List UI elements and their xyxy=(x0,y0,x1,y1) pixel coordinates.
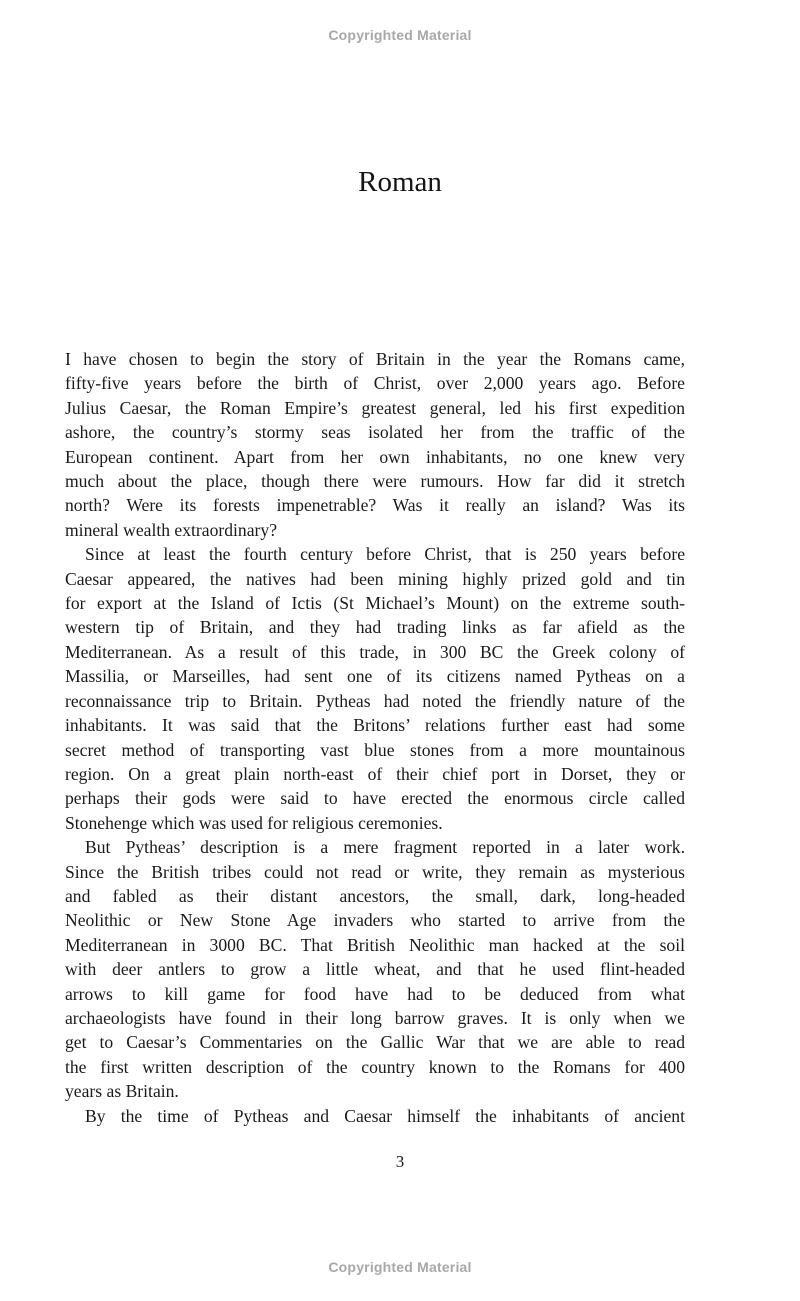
text-line: archaeologists have found in their long barrow graves. It is only when we xyxy=(65,1007,685,1028)
page-number: 3 xyxy=(395,1152,405,1171)
text-line: get to Caesar’s Commentaries on the Gallic War that we are able to read xyxy=(65,1032,685,1053)
text-line: for export at the Island of Ictis (St Michael’s Mount) on the extreme south- xyxy=(65,593,685,614)
copyright-watermark-bottom: Copyrighted Material xyxy=(328,1259,472,1275)
text-line: Massilia, or Marseilles, had sent one of its citizens named Pytheas on a xyxy=(65,666,685,687)
text-line: mineral wealth extraordinary? xyxy=(65,519,278,540)
paragraph-2 xyxy=(65,542,685,835)
text-line: ashore, the country’s stormy seas isolated her from the traffic of the xyxy=(65,422,685,443)
text-line: the first written description of the country known to the Romans for 400 xyxy=(65,1056,685,1077)
text-line: much about the place, though there were rumours. How far did it stretch xyxy=(65,471,685,492)
copyright-watermark-top: Copyrighted Material xyxy=(328,27,472,43)
text-line: inhabitants. It was said that the Britons’ relations further east had some xyxy=(65,715,685,736)
text-line: Mediterranean. As a result of this trade, in 300 BC the Greek colony of xyxy=(65,641,685,662)
text-line: region. On a great plain north-east of their chief port in Dorset, they or xyxy=(65,763,685,784)
text-line: and fabled as their distant ancestors, the small, dark, long-headed xyxy=(65,885,685,906)
text-line: perhaps their gods were said to have erected the enormous circle called xyxy=(65,788,685,809)
paragraph-4 xyxy=(65,1104,685,1128)
paragraph-1 xyxy=(65,347,685,542)
text-line: European continent. Apart from her own inhabitants, no one knew very xyxy=(65,446,685,467)
text-line: reconnaissance trip to Britain. Pytheas had noted the friendly nature of the xyxy=(65,690,685,711)
text-line: fifty-five years before the birth of Christ, over 2,000 years ago. Before xyxy=(65,373,685,394)
text-line: Since at least the fourth century before Christ, that is 250 years before xyxy=(85,544,685,565)
text-line: Mediterranean in 3000 BC. That British Neolithic man hacked at the soil xyxy=(65,934,685,955)
text-line: Neolithic or New Stone Age invaders who started to arrive from the xyxy=(65,910,685,931)
chapter-title: Roman xyxy=(358,166,442,198)
text-line: Julius Caesar, the Roman Empire’s greatest general, led his first expedition xyxy=(65,397,685,418)
text-line: years as Britain. xyxy=(65,1081,179,1102)
text-line: Stonehenge which was used for religious ceremonies. xyxy=(65,812,443,833)
text-line: Since the British tribes could not read or write, they remain as mysterious xyxy=(65,861,685,882)
text-line: I have chosen to begin the story of Britain in the year the Romans came, xyxy=(65,349,685,369)
text-line: arrows to kill game for food have had to be deduced from what xyxy=(65,983,685,1004)
text-line: By the time of Pytheas and Caesar himself the inhabitants of ancient xyxy=(85,1105,685,1126)
text-line: north? Were its forests impenetrable? Was it really an island? Was its xyxy=(65,495,685,516)
text-line: with deer antlers to grow a little wheat, and that he used flint-headed xyxy=(65,959,685,980)
text-line: But Pytheas’ description is a mere fragment reported in a later work. xyxy=(85,837,685,858)
body-text xyxy=(65,347,685,1128)
paragraph-3 xyxy=(65,835,685,1103)
text-line: Caesar appeared, the natives had been mining highly prized gold and tin xyxy=(65,568,685,589)
text-line: secret method of transporting vast blue stones from a more mountainous xyxy=(65,739,685,760)
text-line: western tip of Britain, and they had trading links as far afield as the xyxy=(65,617,685,638)
